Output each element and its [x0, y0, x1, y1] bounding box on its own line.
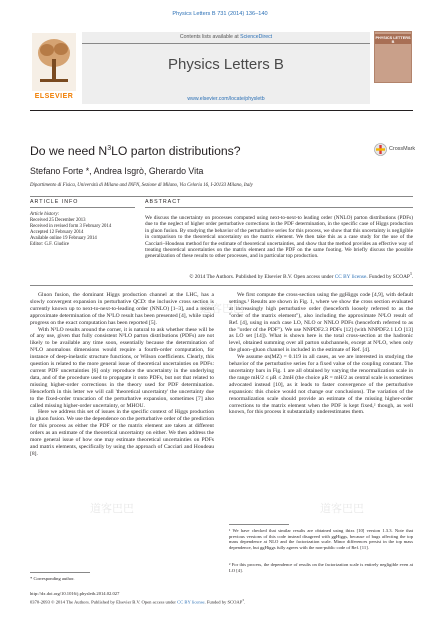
crossmark-label[interactable]: CrossMark: [389, 146, 416, 152]
footnote-2: ² For this process, the dependence of results on the factorization scale is entirely negligible even at LO [4].: [229, 562, 413, 573]
corresponding-author-note: * Corresponding author.: [30, 576, 75, 581]
authors-divider: [30, 196, 413, 197]
watermark: 道客巴巴: [200, 303, 244, 315]
article-info-rule: [30, 207, 135, 208]
funded-end: .: [243, 599, 246, 605]
history-line: Available online 19 February 2014: [30, 236, 97, 241]
contents-line: [82, 34, 370, 40]
abstract-text: We discuss the uncertainty on processes computed using next-to-next-to leading order (NNLO) parton distributions (PDFs) due to the neglect of higher order perturbative corrections in the PDF determination, in the specific case of Higgs production in gluon fusion. By studying the behavior of the perturbative series for this process, we show that this uncertainty is negligible in comparison to the theoretical uncertainty on the matrix element. We then take this as a case study for the use of the Cacciari–Houdeau method for the estimate of theoretical uncertainties, and show that the method provides an effective way of treating theoretical uncertainties on the matrix element and the PDF on the same footing. We briefly discuss the possible generalization of these results to other processes, and in particular top production.: [145, 215, 413, 260]
history-line: Accepted 12 February 2014: [30, 230, 84, 235]
contents-prefix: Contents lists available at: [179, 34, 241, 40]
title-part: LO parton distributions?: [111, 144, 241, 158]
publisher-name: ELSEVIER: [34, 93, 74, 100]
footnote-1: ¹ We have checked that similar results are obtained using ihixs [10] version 1.3.3. Note that previous versions of this code instead disagreed with ggHiggs, because of bugs affecting the top mass dependence at NLO and the factorization scale. Minor differences persist in the top mass dependence, but ggHiggs fully agrees with the non-public code of Ref. [11].: [229, 528, 413, 550]
history-line: Received in revised form 3 February 2014: [30, 224, 112, 229]
journal-reference[interactable]: Physics Letters B 731 (2014) 136–140: [172, 11, 268, 17]
history-label: Article history:: [30, 212, 60, 217]
funded-text: . Funded by SCOAP: [204, 599, 243, 605]
watermark: 道客巴巴: [90, 503, 134, 515]
article-title: [30, 144, 241, 158]
affiliation: Dipartimento di Fisica, Università di Milano and INFN, Sezione di Milano, Via Celoria 16, I-20133 Milano, Italy: [30, 183, 253, 188]
abstract-copyright: [145, 272, 413, 280]
footnote-rule: [30, 572, 90, 573]
editor-line: Editor: G.F. Giudice: [30, 242, 70, 247]
abstract-rule: [145, 207, 413, 208]
funded-sup: 3: [242, 598, 244, 602]
paragraph: We assume αs(MZ) = 0.119 in all cases, as we are interested in studying the behavior of the perturbative series for a fixed value of the coupling constant. The uncertainty bars in Fig. 1 are all obtained by varying the renormalization scale in the range mH/2 ≤ μR ≤ 2mH (the choice μR = mH/2 as central scale is sometimes advocated instead [10], as it leads to faster convergence of the perturbative expansion: this choice would not change our conclusions). The variation of the renormalization scale should provide an estimate of the missing higher-order corrections to the matrix element when the PDF is kept fixed,² though, as well known, for this process it substantially underestimates them.: [229, 354, 413, 416]
paragraph: With N³LO results around the corner, it is natural to ask whether these will be of any use, given that fully consistent N³LO parton distributions (PDFs) are not likely to be available any time soon, essentially because the determination of N³LO anomalous dimensions would require a fourth-order computation, for instance of deep-inelastic structure functions, or Wilson coefficients. Clearly, this question is related to the more general issue of theoretical uncertainties on PDFs: current PDF uncertainties [6] only reproduce the uncertainty in the underlying data, and of the procedure used to propagate it onto PDFs, but not that related to missing higher-order corrections in the theory used for PDF determination. Henceforth in this letter we will call 'theoretical uncertainty' the uncertainty due to the fixed-order truncation of the perturbative expansion, sometimes [7] also called missing higher-order uncertainty, or MHOU.: [30, 326, 214, 409]
crossmark-icon[interactable]: [374, 143, 387, 156]
watermark: 道客巴巴: [320, 503, 364, 515]
abstract-divider: [30, 285, 413, 286]
funded-text: . Funded by SCOAP: [366, 273, 410, 280]
cc-by-link[interactable]: CC BY license: [177, 599, 205, 605]
title-superscript: 3: [107, 144, 112, 152]
elsevier-tree-logo: [32, 33, 76, 73]
journal-homepage-link[interactable]: www.elsevier.com/locate/physletb: [187, 96, 265, 102]
journal-name: Physics Letters B: [168, 56, 284, 73]
cover-title: PHYSICS LETTERS B: [375, 36, 411, 44]
copyright-text: © 2014 The Authors. Published by Elsevier B.V. Open access under: [189, 273, 335, 280]
sciencedirect-link[interactable]: ScienceDirect: [240, 34, 273, 40]
header-rule: [30, 110, 413, 111]
abstract-heading: ABSTRACT: [145, 199, 182, 205]
title-part: Do we need N: [30, 144, 108, 158]
right-column: [229, 292, 413, 416]
left-column: [30, 292, 214, 458]
history-line: Received 25 December 2013: [30, 218, 86, 223]
article-info-heading: ARTICLE INFO: [30, 199, 79, 205]
copyright-text: 0370-2693 © 2014 The Authors. Published by Elsevier B.V. Open access under: [30, 599, 178, 605]
funded-sup: 3: [409, 272, 412, 276]
paragraph: We first compute the cross-section using the ggHiggs code [4,9], with default settings.¹ Results are shown in Fig. 1, where we show the cross section evaluated at increasingly high perturbative order (henceforth loosely referred to as the "order of the matrix element"), also including the approximate N³LO result of Ref. [4], using in each case LO, NLO or NNLO PDFs (henceforth referred to as the "order of the PDF"). We use NNPDF2.3 PDFs [12] (with NNPDF2.1 LO [13] as LO set [14]). What is shown here is the total cross-section at the hadronic level, obtained summing over all parton subchannels, except at N³LO, when only the gluon–gluon channel is included in the estimate of Ref. [4].: [229, 292, 413, 354]
doi-link[interactable]: http://dx.doi.org/10.1016/j.physletb.2014.02.027: [30, 591, 120, 596]
cc-by-link[interactable]: CC BY license: [334, 273, 367, 280]
funded-end: .: [411, 273, 413, 280]
footnote-rule: [229, 524, 289, 525]
paragraph: Gluon fusion, the dominant Higgs production channel at the LHC, has a slowly convergent expansion in perturbative QCD: the inclusive cross section is currently known up to next-to-next-to-leading order (NNLO) [1–3], and a recent approximate determination of the N³LO result has been presented [4], while rapid progress on the exact computation has been reported [5].: [30, 292, 214, 326]
header-divider: [82, 43, 370, 44]
author-list: Stefano Forte *, Andrea Isgrò, Gherardo Vita: [30, 166, 204, 176]
paragraph: Here we address this set of issues in the specific context of Higgs production in gluon fusion. We use the dependence on the perturbative order of the prediction for this process as either the PDF or the matrix element are taken at different orders as an estimate of the theoretical uncertainty on either. We then address the more general issue of how one may estimate theoretical uncertainties on PDFs and matrix elements, specifically by using the approach of Cacciari and Houdeau [8].: [30, 409, 214, 457]
bottom-copyright: [30, 598, 245, 605]
